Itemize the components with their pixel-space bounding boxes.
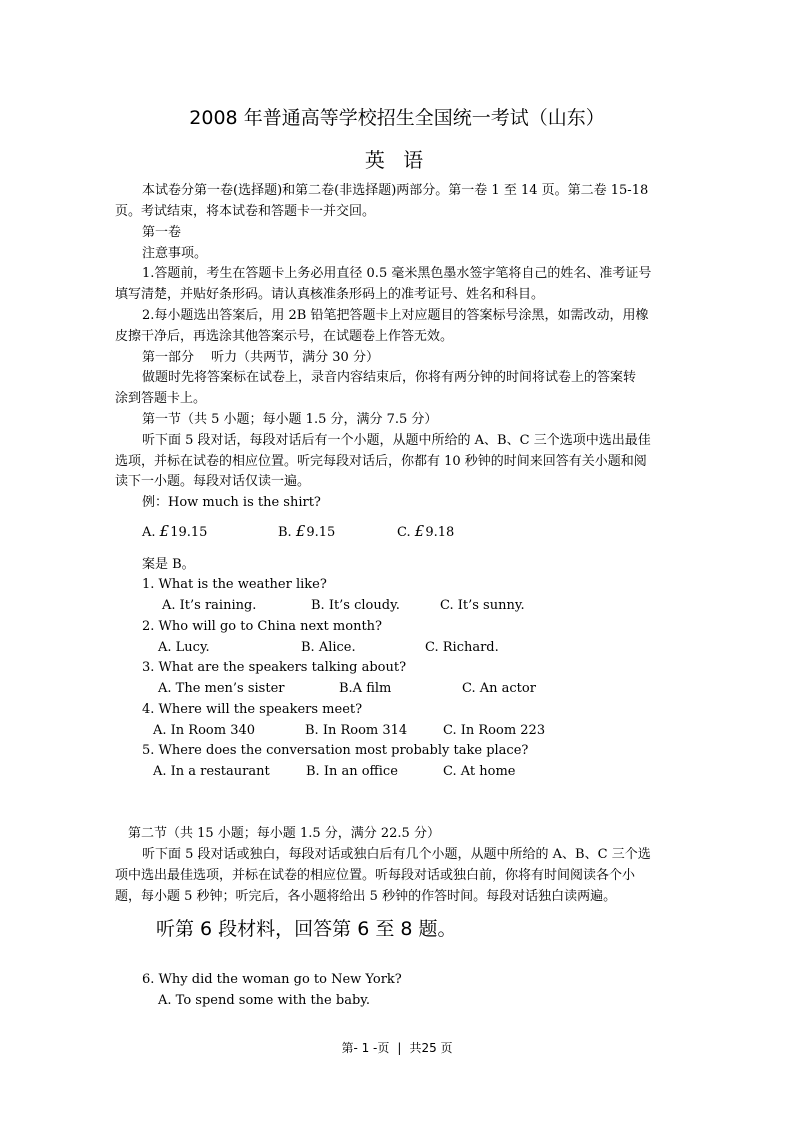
option-amount: 9.18 [425,525,455,540]
section-1-instruction-2: 选项，并标在试卷的相应位置。听完每段对话后，你都有 10 秒钟的时间来回答有关小题和阅 [115,454,647,469]
question-6: 6. Why did the woman go to New York? [142,972,402,987]
question-1-option-a: A. It’s raining. [162,598,257,613]
page-footer [0,1040,794,1056]
question-1-option-c: C. It’s sunny. [440,598,525,613]
question-5-option-b: B. In an office [306,764,398,779]
part-1-instruction-2: 涂到答题卡上。 [115,391,207,406]
note-2-line-1: 2.每小题选出答案后，用 2B 铅笔把答题卡上对应题目的答案标号涂黑，如需改动，用橡 [142,308,649,323]
note-2-line-2: 皮擦干净后，再选涂其他答案示号，在试题卷上作答无效。 [115,329,454,344]
intro-line-2: 页。考试结束，将本试卷和答题卡一并交回。 [115,204,376,219]
question-2-option-c: C. Richard. [425,640,499,655]
question-3-option-a: A. The men’s sister [158,681,285,696]
footer-separator: | [397,1041,402,1055]
exam-title: 2008 年普通高等学校招生全国统一考试（山东） [189,107,605,129]
note-1-line-2: 填写清楚，并贴好条形码。请认真核准条形码上的准考证号、姓名和科目。 [115,287,545,302]
question-5-option-a: A. In a restaurant [153,764,270,779]
section-2-instruction-1: 听下面 5 段对话或独白，每段对话或独白后有几个小题，从题中所给的 A、B、C 三个选 [142,847,651,862]
question-2-option-b: B. Alice. [301,640,356,655]
question-3: 3. What are the speakers talking about? [142,660,407,675]
question-3-option-b: B.A film [339,681,392,696]
question-6-option-a: A. To spend some with the baby. [158,993,371,1008]
pound-sign-icon: £ [295,522,306,540]
note-1-line-1: 1.答题前，考生在答题卡上务必用直径 0.5 毫米黑色墨水签字笔将自己的姓名、准考证号 [142,266,652,281]
volume-label: 第一卷 [142,225,182,240]
notice-title: 注意事项。 [142,246,208,261]
page-number: 第- 1 -页 [341,1041,390,1055]
section-2-instruction-3: 题，每小题 5 秒钟；听完后，各小题将给出 5 秒钟的作答时间。每段对话独白读两遍。 [115,889,617,904]
intro-line-1: 本试卷分第一卷(选择题)和第二卷(非选择题)两部分。第一卷 1 至 14 页。第二卷 15-18 [142,183,649,198]
question-4-option-a: A. In Room 340 [153,723,256,738]
pound-sign-icon: £ [159,522,170,540]
option-label: C. [397,525,411,540]
question-1-option-b: B. It’s cloudy. [311,598,400,613]
question-4-option-c: C. In Room 223 [443,723,546,738]
section-1-title: 第一节（共 5 小题；每小题 1.5 分，满分 7.5 分） [142,412,438,427]
option-label: A. [142,525,156,540]
question-4-option-b: B. In Room 314 [305,723,408,738]
option-amount: 9.15 [306,525,336,540]
question-2: 2. Who will go to China next month? [142,619,383,634]
total-pages: 共25 页 [409,1041,453,1055]
section-2-instruction-2: 项中选出最佳选项，并标在试卷的相应位置。听每段对话或独白前，你将有时间阅读各个小 [115,868,636,883]
example-question: 例：How much is the shirt? [142,495,321,510]
pound-sign-icon: £ [414,522,425,540]
section-1-instruction-3: 读下一小题。每段对话仅读一遍。 [115,474,311,489]
question-3-option-c: C. An actor [462,681,536,696]
example-option-a [142,523,207,541]
question-4: 4. Where will the speakers meet? [142,702,363,717]
material-heading: 听第 6 段材料，回答第 6 至 8 题。 [156,918,457,940]
part-1-title: 第一部分 听力（共两节，满分 30 分） [142,350,379,365]
subject-heading: 英 语 [364,148,430,172]
option-amount: 19.15 [170,525,208,540]
example-option-b [278,523,335,541]
example-answer: 案是 B。 [142,557,195,572]
question-1: 1. What is the weather like? [142,577,327,592]
example-option-c [397,523,454,541]
part-1-instruction-1: 做题时先将答案标在试卷上，录音内容结束后，你将有两分钟的时间将试卷上的答案转 [142,370,637,385]
question-5-option-c: C. At home [443,764,516,779]
question-5: 5. Where does the conversation most probably take place? [142,743,529,758]
question-2-option-a: A. Lucy. [158,640,210,655]
section-1-instruction-1: 听下面 5 段对话，每段对话后有一个小题，从题中所给的 A、B、C 三个选项中选出最佳 [142,433,651,448]
section-2-title: 第二节（共 15 小题；每小题 1.5 分，满分 22.5 分） [128,826,440,841]
option-label: B. [278,525,292,540]
